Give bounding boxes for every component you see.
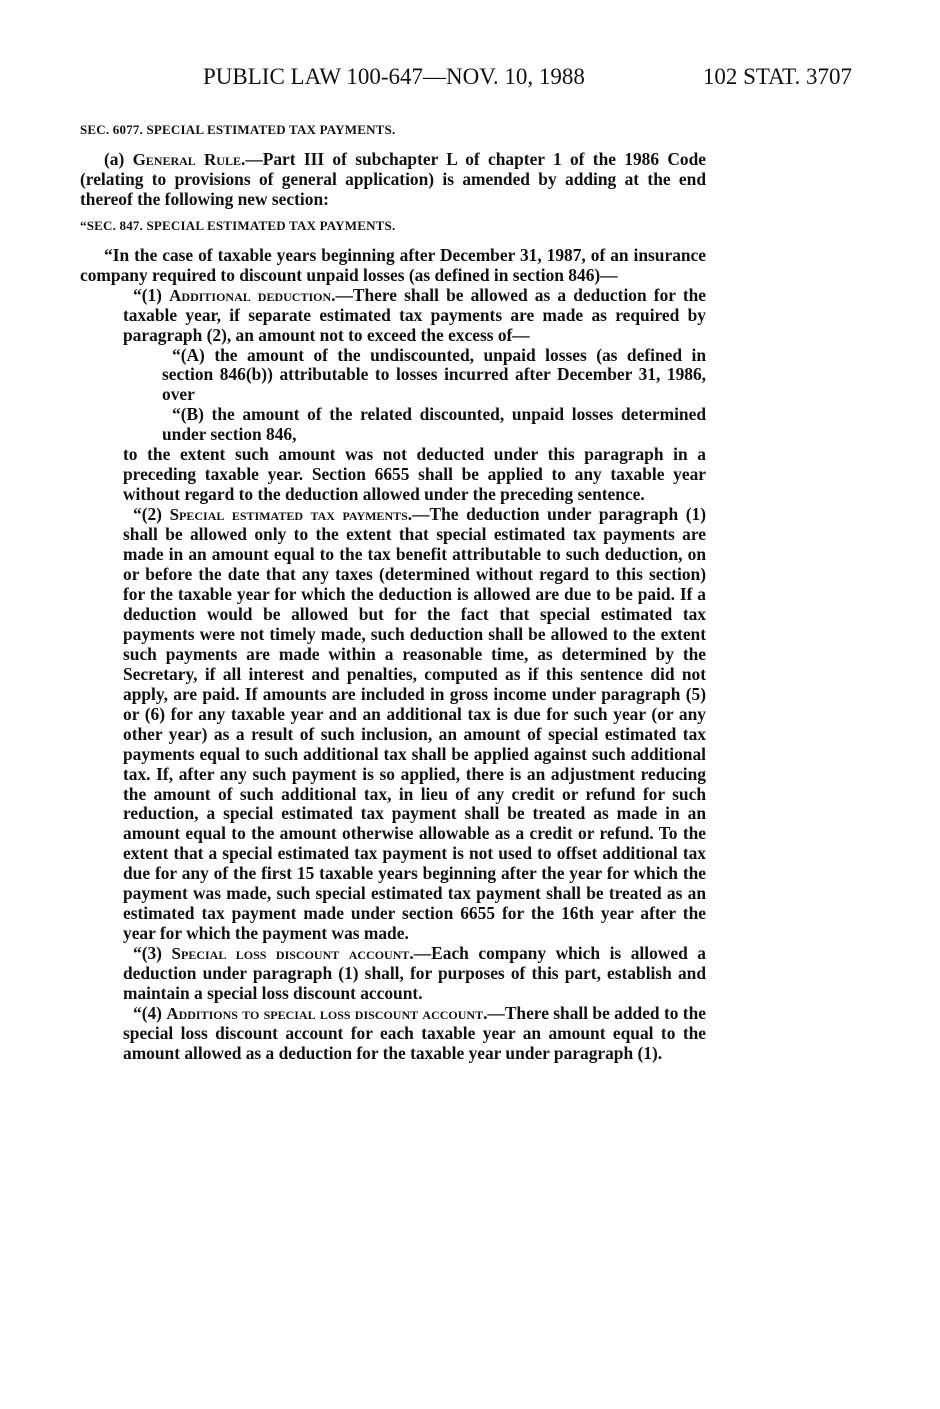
subparagraph-b: “(B) the amount of the related discounted, unpaid losses determined under section 846, <box>162 404 706 445</box>
subparagraph-a: “(A) the amount of the undiscounted, unpaid losses (as defined in section 846(b)) attributable to losses incurred after December 31, 1986, over <box>162 344 706 405</box>
paragraph-4-text: .—There shall be added to the special loss discount account for each taxable year an amount equal to the amount allowed as a deduction for the taxable year under paragraph (1). <box>123 1002 706 1063</box>
paragraph-2-text: .—The deduction under paragraph (1) shall be allowed only to the extent that special estimated tax payments are made in an amount equal to the tax benefit attributable to such deduction, on or before the date that any taxes (determined without regard to this section) for the taxable year for which the deduction is allowed are due to be paid. If a deduction would be allowed but for the fact that special estimated tax payments were not timely made, such deduction shall be allowed to the extent such payments are made within a reasonable time, as determined by the Secretary, if all interest and penalties, computed as if this sentence did not apply, are paid. If amounts are included in gross income under paragraph (5) or (6) for any taxable year and an additional tax is due for such year (or any other year) as a result of such inclusion, an amount of special estimated tax payments equal to such additional tax shall be applied against such additional tax. If, after any such payment is so applied, there is an adjustment reducing the amount of such additional tax, in lieu of any credit or refund for such reduction, a special estimated tax payment shall be treated as made in an amount equal to the amount otherwise allowable as a credit or refund. To the extent that a special estimated tax payment is not used to offset additional tax due for any of the first 15 taxable years beginning after the year for which the payment was made, such special estimated tax payment shall be treated as an estimated tax payment made under section 6655 for the 16th year after the year for which the payment was made. <box>123 504 707 944</box>
paragraph-3 <box>123 944 706 1004</box>
paragraph-3-label: “(3) <box>133 943 172 964</box>
paragraph-1-continuation: to the extent such amount was not deducted under this paragraph in a preceding taxable year. Section 6655 shall be applied to any taxable year without regard to the deduction allowed under the preceding sentence. <box>123 444 706 505</box>
section-heading: SEC. 6077. SPECIAL ESTIMATED TAX PAYMENTS. <box>80 122 396 137</box>
subsection-a-heading: General Rule <box>132 149 241 169</box>
paragraph-2 <box>123 505 706 944</box>
subsection-a-label: (a) <box>104 148 133 169</box>
paragraph-1 <box>123 286 706 346</box>
paragraph-1-heading: Additional deduction <box>169 285 332 305</box>
paragraph-4 <box>123 1004 706 1064</box>
paragraph-2-heading: Special estimated tax payments <box>169 505 408 525</box>
paragraph-1-text: .—There shall be allowed as a deduction for the taxable year, if separate estimated tax payments are made as required by paragraph (2), an amount not to exceed the excess of— <box>123 284 707 345</box>
paragraph-1-label: “(1) <box>133 284 170 305</box>
paragraph-4-heading: Additions to special loss discount account <box>166 1003 484 1023</box>
intro-paragraph: “In the case of taxable years beginning after December 31, 1987, of an insurance company required to discount unpaid losses (as defined in section 846)— <box>80 244 706 285</box>
page-header <box>80 64 852 98</box>
paragraph-4-label: “(4) <box>133 1002 167 1023</box>
document-body <box>80 116 706 1064</box>
paragraph-3-heading: Special loss discount account <box>171 944 410 964</box>
paragraph-2-label: “(2) <box>133 504 170 525</box>
subsection-a-text: .—Part III of subchapter L of chapter 1 of the 1986 Code (relating to provisions of general application) is amended by adding at the end thereof the following new section: <box>80 148 706 209</box>
paragraph-3-text: .—Each company which is allowed a deduction under paragraph (1) shall, for purposes of this part, establish and maintain a special loss discount account. <box>123 943 706 1004</box>
subsection-a <box>80 150 706 210</box>
stat-page-number: 102 STAT. 3707 <box>702 64 852 89</box>
new-section-heading: “SEC. 847. SPECIAL ESTIMATED TAX PAYMENTS. <box>80 217 396 233</box>
running-head: PUBLIC LAW 100-647—NOV. 10, 1988 <box>203 64 585 89</box>
